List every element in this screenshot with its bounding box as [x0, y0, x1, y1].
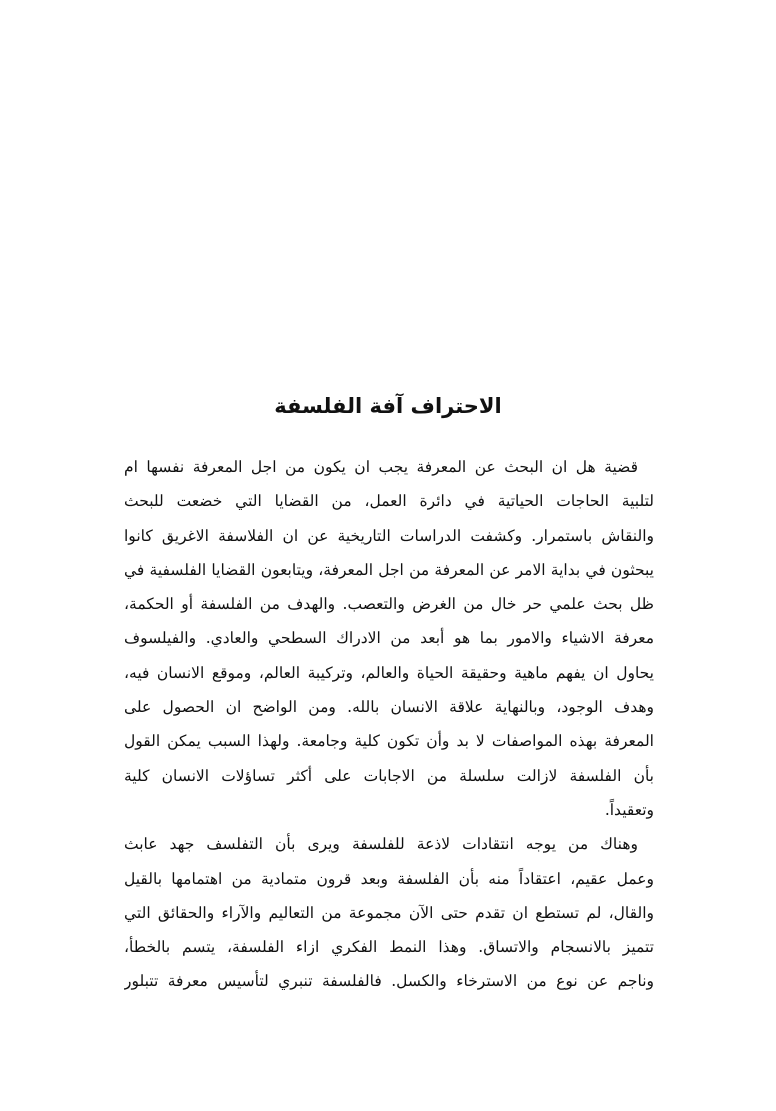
text-line: المعرفة بهذه المواصفات لا بد وأن تكون كلية وجامعة. ولهذا السبب يمكن القول	[124, 732, 654, 751]
text-line: لتلبية الحاجات الحياتية في دائرة العمل، من القضايا التي خضعت للبحث	[124, 492, 654, 511]
text-line: وعمل عقيم، اعتقاداً منه بأن الفلسفة وبعد قرون متمادية من اهتمامها بالقيل	[124, 869, 654, 888]
text-line: يحاول ان يفهم ماهية وحقيقة الحياة والعالم، وتركيبة العالم، وموقع الانسان فيه،	[124, 663, 654, 682]
text-line: وهناك من يوجه انتقادات لاذعة للفلسفة ويرى بأن التفلسف جهد عابث	[124, 835, 638, 854]
paragraph-1	[124, 450, 654, 827]
text-line: معرفة الاشياء والامور بما هو أبعد من الادراك السطحي والعادي. والفيلسوف	[124, 629, 654, 648]
text-line: بأن الفلسفة لازالت سلسلة من الاجابات على أكثر تساؤلات الانسان كلية	[124, 766, 654, 785]
body-text	[124, 450, 654, 999]
text-line: تتميز بالانسجام والاتساق. وهذا النمط الفكري ازاء الفلسفة، يتسم بالخطأ،	[124, 938, 654, 957]
paragraph-2	[124, 827, 654, 998]
text-line: والنقاش باستمرار. وكشفت الدراسات التاريخية عن ان الفلاسفة الاغريق كانوا	[124, 526, 654, 545]
text-line: قضية هل ان البحث عن المعرفة يجب ان يكون من اجل المعرفة نفسها ام	[124, 458, 638, 476]
text-line: ظل بحث علمي حر خال من الغرض والتعصب. والهدف من الفلسفة أو الحكمة،	[124, 595, 654, 614]
text-line: وناجم عن نوع من الاسترخاء والكسل. فالفلسفة تنبري لتأسيس معرفة تتبلور	[124, 972, 654, 991]
text-line: وهدف الوجود، وبالنهاية علاقة الانسان بالله. ومن الواضح ان الحصول على	[124, 698, 654, 717]
text-line: يبحثون في بداية الامر عن المعرفة من اجل المعرفة، ويتابعون القضايا الفلسفية في	[124, 560, 654, 579]
text-line: وتعقيداً.	[604, 800, 654, 819]
text-line: والقال، لم تستطع ان تقدم حتى الآن مجموعة من التعاليم والآراء والحقائق التي	[124, 903, 654, 922]
chapter-title: الاحتراف آفة الفلسفة	[274, 394, 502, 418]
